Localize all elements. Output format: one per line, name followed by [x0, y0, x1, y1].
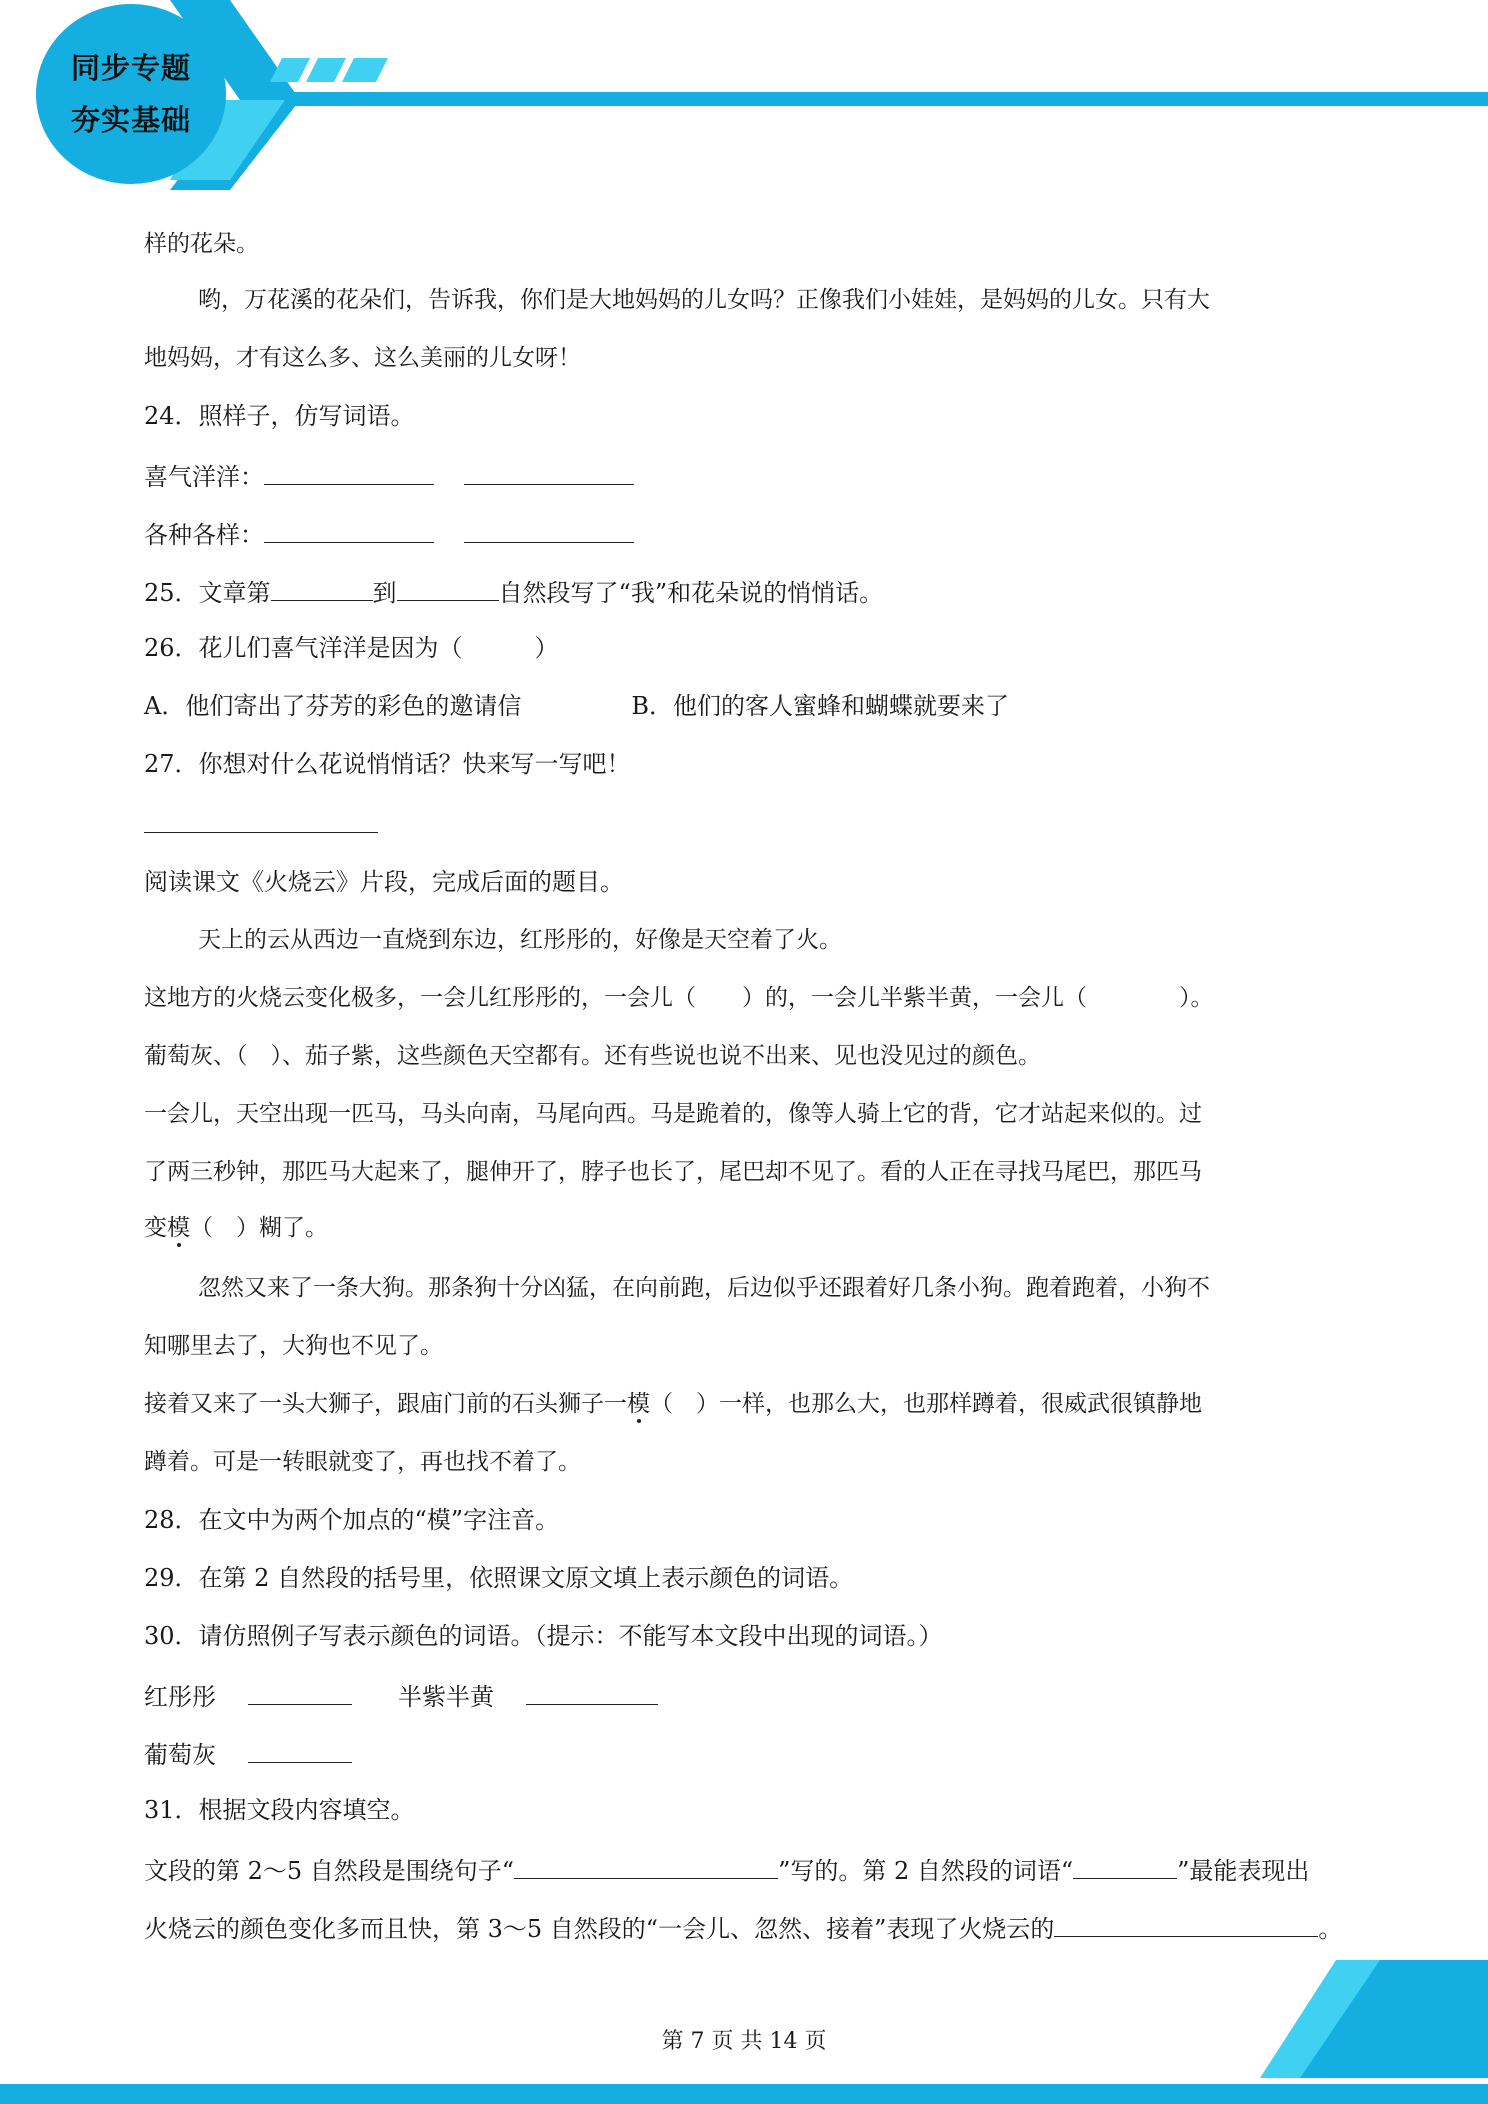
example-word: 红彤彤	[144, 1683, 216, 1711]
q25-text: 到	[372, 579, 397, 607]
answer-blank[interactable]	[144, 806, 378, 833]
question-30-row-b	[144, 1736, 352, 1771]
dotted-character: 模	[627, 1391, 650, 1417]
badge-line-2: 夯实基础	[70, 103, 191, 137]
question-29: 29．在第 2 自然段的括号里，依照课文原文填上表示颜色的词语。	[144, 1564, 854, 1592]
answer-blank[interactable]	[514, 1852, 778, 1879]
answer-blank[interactable]	[397, 574, 499, 601]
passage-line: 样的花朵。	[144, 231, 259, 257]
q31-text: 文段的第 2～5 自然段是围绕句子“	[144, 1857, 515, 1885]
passage-line: 葡萄灰、（ ）、茄子紫，这些颜色天空都有。还有些说也说不出来、见也没见过的颜色。	[144, 1043, 1041, 1069]
option-b[interactable]: B．他们的客人蜜蜂和蝴蝶就要来了	[631, 692, 1009, 720]
question-24-row-a	[144, 458, 634, 493]
answer-blank[interactable]	[264, 516, 434, 543]
page-number: 第 7 页 共 14 页	[661, 2029, 827, 2054]
question-27: 27．你想对什么花说悄悄话？快来写一写吧！	[144, 750, 631, 778]
q24a-label: 喜气洋洋：	[144, 463, 264, 491]
answer-blank[interactable]	[264, 458, 434, 485]
answer-blank[interactable]	[1054, 1910, 1318, 1937]
passage-line: 知哪里去了，大狗也不见了。	[144, 1333, 443, 1359]
question-26: 26．花儿们喜气洋洋是因为（ ）	[144, 634, 559, 662]
q25-text: 自然段写了“我”和花朵说的悄悄话。	[498, 579, 884, 607]
badge-line-1: 同步专题	[70, 51, 191, 85]
q31-text: 。	[1318, 1915, 1343, 1943]
header-stripe	[250, 92, 1488, 106]
passage-text: 变	[144, 1215, 167, 1241]
q31-text: ”最能表现出	[1177, 1857, 1310, 1885]
passage-line: 忽然又来了一条大狗。那条狗十分凶猛，在向前跑，后边似乎还跟着好几条小狗。跑着跑着，小狗不	[198, 1275, 1210, 1301]
question-24-row-b	[144, 516, 634, 551]
passage-line: 蹲着。可是一转眼就变了，再也找不着了。	[144, 1449, 581, 1475]
question-27-answer	[144, 806, 378, 841]
answer-blank[interactable]	[464, 516, 634, 543]
q31-text: 火烧云的颜色变化多而且快，第 3～5 自然段的“一会儿、忽然、接着”表现了火烧云的	[144, 1915, 1055, 1943]
passage-line: 哟，万花溪的花朵们，告诉我，你们是大地妈妈的儿女吗？正像我们小娃娃，是妈妈的儿女。只有大	[198, 287, 1210, 313]
passage-text: （ ）一样，也那么大，也那样蹲着，很威武很镇静地	[650, 1391, 1202, 1417]
example-word: 葡萄灰	[144, 1741, 216, 1769]
passage-line: 天上的云从西边一直烧到东边，红彤彤的，好像是天空着了火。	[198, 927, 842, 953]
q31-text: ”写的。第 2 自然段的词语“	[778, 1857, 1074, 1885]
passage-line: 这地方的火烧云变化极多，一会儿红彤彤的，一会儿（ ）的，一会儿半紫半黄，一会儿（ ）。	[144, 985, 1214, 1011]
question-30-row-a	[144, 1678, 658, 1713]
question-24: 24．照样子，仿写词语。	[144, 402, 415, 430]
passage-line	[144, 1388, 1202, 1420]
option-a[interactable]: A．他们寄出了芬芳的彩色的邀请信	[144, 692, 522, 720]
passage-text: （ ）糊了。	[190, 1215, 328, 1241]
header-dash-2	[306, 58, 346, 82]
header-badge	[36, 4, 226, 184]
question-26-options	[144, 690, 1009, 722]
answer-blank[interactable]	[248, 1736, 352, 1763]
answer-blank[interactable]	[526, 1678, 658, 1705]
example-word: 半紫半黄	[398, 1683, 494, 1711]
question-31-line-2	[144, 1910, 1342, 1945]
passage-text: 接着又来了一头大狮子，跟庙门前的石头狮子一	[144, 1391, 627, 1417]
answer-blank[interactable]	[271, 574, 373, 601]
passage-line	[144, 1212, 328, 1244]
answer-blank[interactable]	[1073, 1852, 1177, 1879]
question-28: 28．在文中为两个加点的“模”字注音。	[144, 1506, 560, 1534]
reading-intro: 阅读课文《火烧云》片段，完成后面的题目。	[144, 868, 624, 896]
question-31-line-1	[144, 1852, 1309, 1887]
q24b-label: 各种各样：	[144, 521, 264, 549]
passage-line: 了两三秒钟，那匹马大起来了，腿伸开了，脖子也长了，尾巴却不见了。看的人正在寻找马尾巴，那匹马	[144, 1159, 1202, 1185]
answer-blank[interactable]	[248, 1678, 352, 1705]
passage-line: 地妈妈，才有这么多、这么美丽的儿女呀！	[144, 345, 581, 371]
header-dash-3	[342, 58, 388, 82]
answer-blank[interactable]	[464, 458, 634, 485]
question-31: 31．根据文段内容填空。	[144, 1796, 415, 1824]
q25-text: 25．文章第	[144, 579, 271, 607]
passage-line: 一会儿，天空出现一匹马，马头向南，马尾向西。马是跪着的，像等人骑上它的背，它才站起来似的。过	[144, 1101, 1202, 1127]
question-30: 30．请仿照例子写表示颜色的词语。（提示：不能写本文段中出现的词语。）	[144, 1622, 943, 1650]
question-25	[144, 574, 883, 609]
header-dash-1	[270, 58, 310, 82]
dotted-character: 模	[167, 1215, 190, 1241]
footer-stripe	[0, 2084, 1488, 2104]
